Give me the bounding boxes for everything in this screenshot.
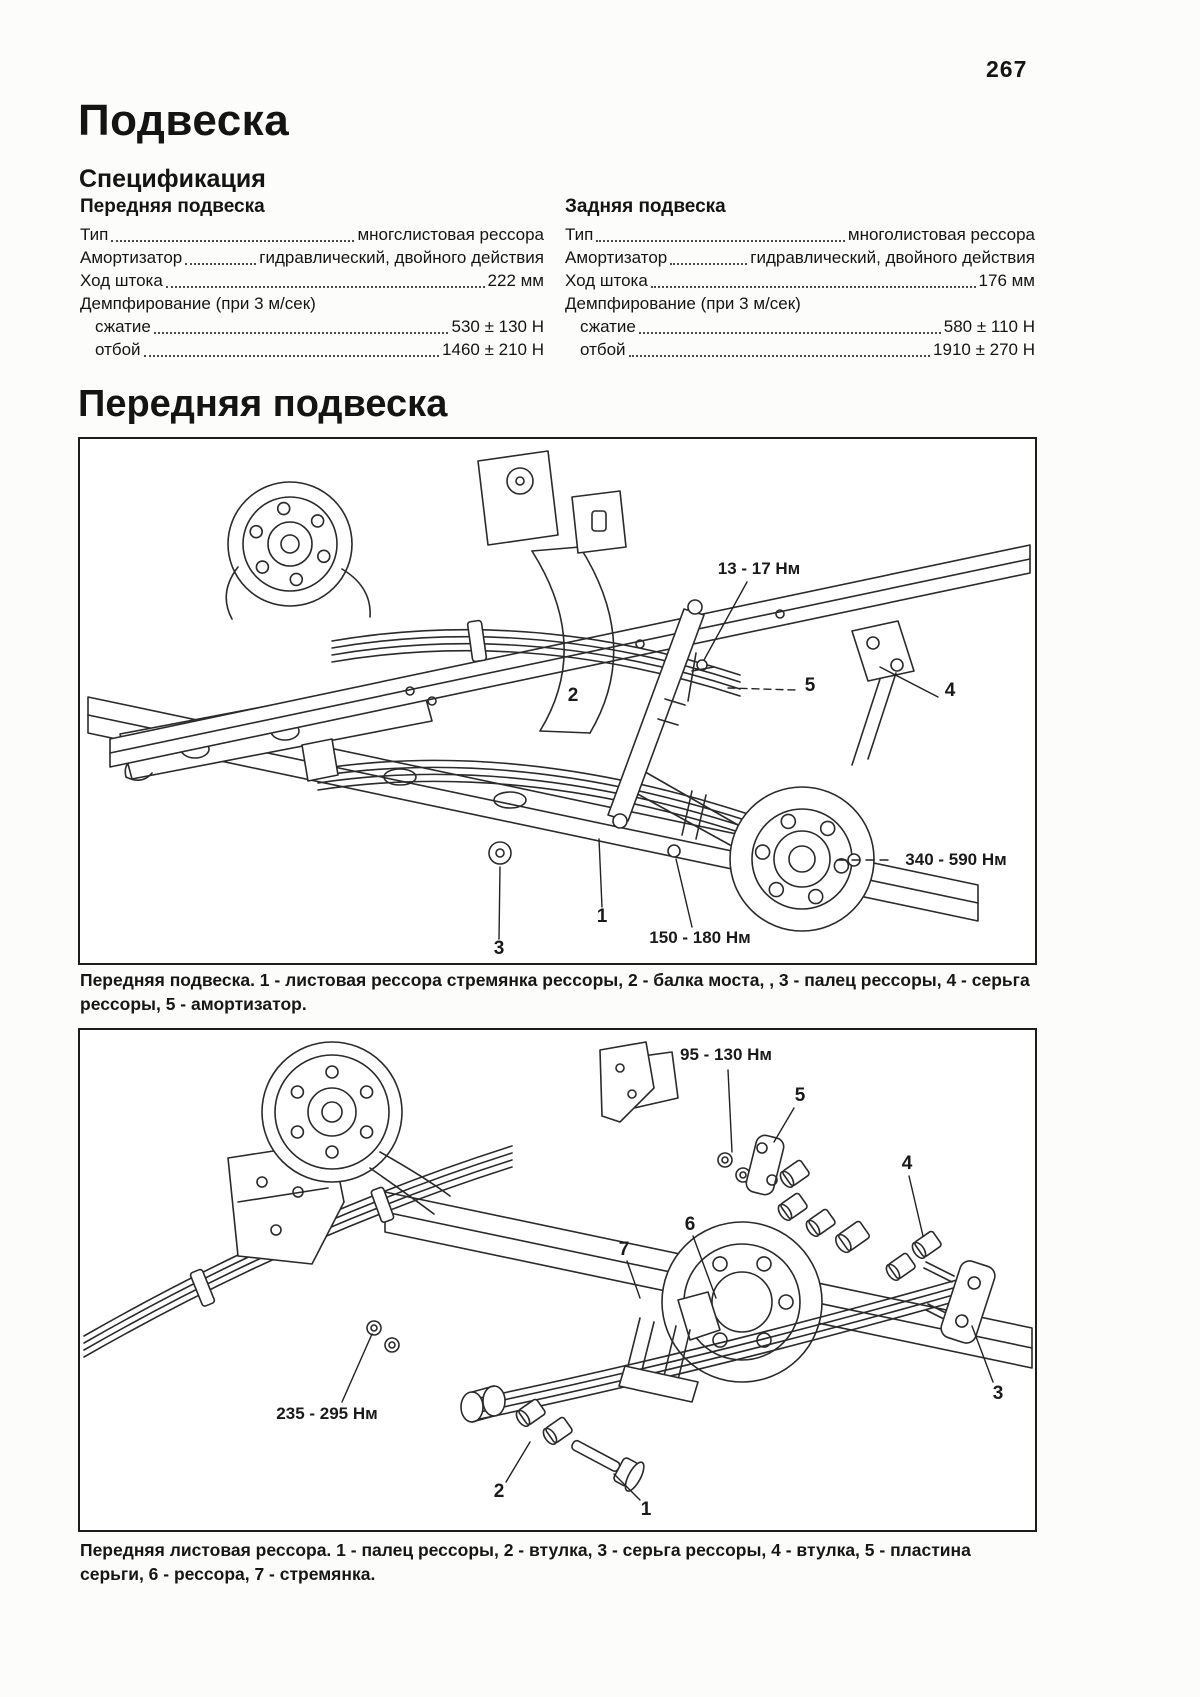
part-number-label: 4 — [901, 1153, 913, 1174]
spec-row-label: Амортизатор — [565, 248, 668, 267]
dotted-leader — [670, 263, 747, 265]
part-number-label: 4 — [944, 680, 956, 701]
dotted-leader — [166, 286, 485, 288]
spec-row-label: Тип — [565, 225, 594, 244]
section-heading-front-suspension: Передняя подвеска — [78, 383, 448, 425]
spec-row-value: 176 мм — [978, 271, 1035, 290]
spec-row-value: многслистовая рессора — [357, 225, 544, 244]
part-number-label: 7 — [618, 1239, 630, 1260]
spec-column-front — [80, 196, 544, 361]
torque-label: 95 - 130 Нм — [680, 1045, 772, 1064]
spec-row-value: 1910 ± 270 Н — [933, 340, 1035, 359]
spec-row-label: сжатие — [580, 317, 636, 336]
spec-row-label: Ход штока — [80, 271, 163, 290]
spec-heading: Спецификация — [79, 165, 266, 193]
spec-row-label: Амортизатор — [80, 248, 183, 267]
diagram-caption: Передняя листовая рессора. 1 - палец рессоры, 2 - втулка, 3 - серьга рессоры, 4 - втулка, 5 - пластина серьги, 6 - рессора, 7 - стремянка. — [80, 1540, 971, 1585]
torque-label: 340 - 590 Нм — [905, 850, 1007, 869]
part-number-label: 2 — [493, 1481, 505, 1502]
spec-row-value: гидравлический, двойного действия — [259, 248, 544, 267]
spec-row-label: отбой — [95, 340, 141, 359]
part-number-label: 3 — [493, 938, 505, 959]
spec-row-value: 530 ± 130 Н — [451, 317, 544, 336]
spec-row — [565, 315, 1035, 338]
page-title: Подвеска — [78, 96, 290, 145]
dotted-leader — [185, 263, 256, 265]
dotted-leader — [111, 240, 354, 242]
leaf-spring-illustration — [80, 1030, 1035, 1530]
torque-label: 13 - 17 Нм — [717, 559, 801, 578]
spec-column-heading: Задняя подвеска — [565, 196, 726, 217]
dotted-leader — [144, 355, 439, 357]
part-number-label: 5 — [794, 1085, 806, 1106]
spec-row — [80, 269, 544, 292]
spec-column-heading: Передняя подвеска — [80, 196, 265, 217]
part-number-label: 1 — [640, 1499, 652, 1520]
diagram-caption: Передняя подвеска. 1 - листовая рессора стремянка рессоры, 2 - балка моста, , 3 - палец рессоры, 4 - серьга рессоры, 5 - амортизатор. — [80, 970, 1030, 1015]
front-suspension-illustration — [80, 439, 1035, 963]
torque-label: 235 - 295 Нм — [276, 1404, 378, 1423]
spec-row — [80, 223, 544, 246]
spec-row-value: многолистовая рессора — [847, 225, 1035, 244]
spec-row-label: Демпфирование (при 3 м/сек) — [565, 294, 801, 313]
diagram-front-suspension — [78, 437, 1037, 965]
torque-label: 150 - 180 Нм — [649, 928, 751, 947]
part-number-label: 6 — [684, 1214, 696, 1235]
spec-row-label: Демпфирование (при 3 м/сек) — [80, 294, 316, 313]
spec-row — [80, 246, 544, 269]
spec-row — [80, 338, 544, 361]
spec-row-value: 222 мм — [487, 271, 544, 290]
spec-row — [565, 269, 1035, 292]
part-number-label: 3 — [992, 1383, 1004, 1404]
spec-row-label: отбой — [580, 340, 626, 359]
part-number-label: 1 — [596, 906, 608, 927]
spec-row — [565, 246, 1035, 269]
dotted-leader — [651, 286, 976, 288]
spec-row — [80, 292, 544, 315]
spec-row — [565, 338, 1035, 361]
dotted-leader — [596, 240, 845, 242]
part-number-label: 5 — [804, 675, 816, 696]
page-number: 267 — [986, 56, 1028, 82]
dotted-leader — [629, 355, 930, 357]
spec-row-value: гидравлический, двойного действия — [750, 248, 1035, 267]
spec-row-label: Ход штока — [565, 271, 648, 290]
spec-column-rear — [565, 196, 1035, 361]
diagram-front-leaf-spring — [78, 1028, 1037, 1532]
part-number-label: 2 — [567, 685, 579, 706]
dotted-leader — [639, 332, 941, 334]
spec-row-value: 1460 ± 210 Н — [442, 340, 544, 359]
spec-row — [565, 292, 1035, 315]
spec-row — [565, 223, 1035, 246]
dotted-leader — [154, 332, 449, 334]
spec-row-label: Тип — [80, 225, 109, 244]
spec-row — [80, 315, 544, 338]
spec-row-label: сжатие — [95, 317, 151, 336]
spec-row-value: 580 ± 110 Н — [943, 317, 1035, 336]
